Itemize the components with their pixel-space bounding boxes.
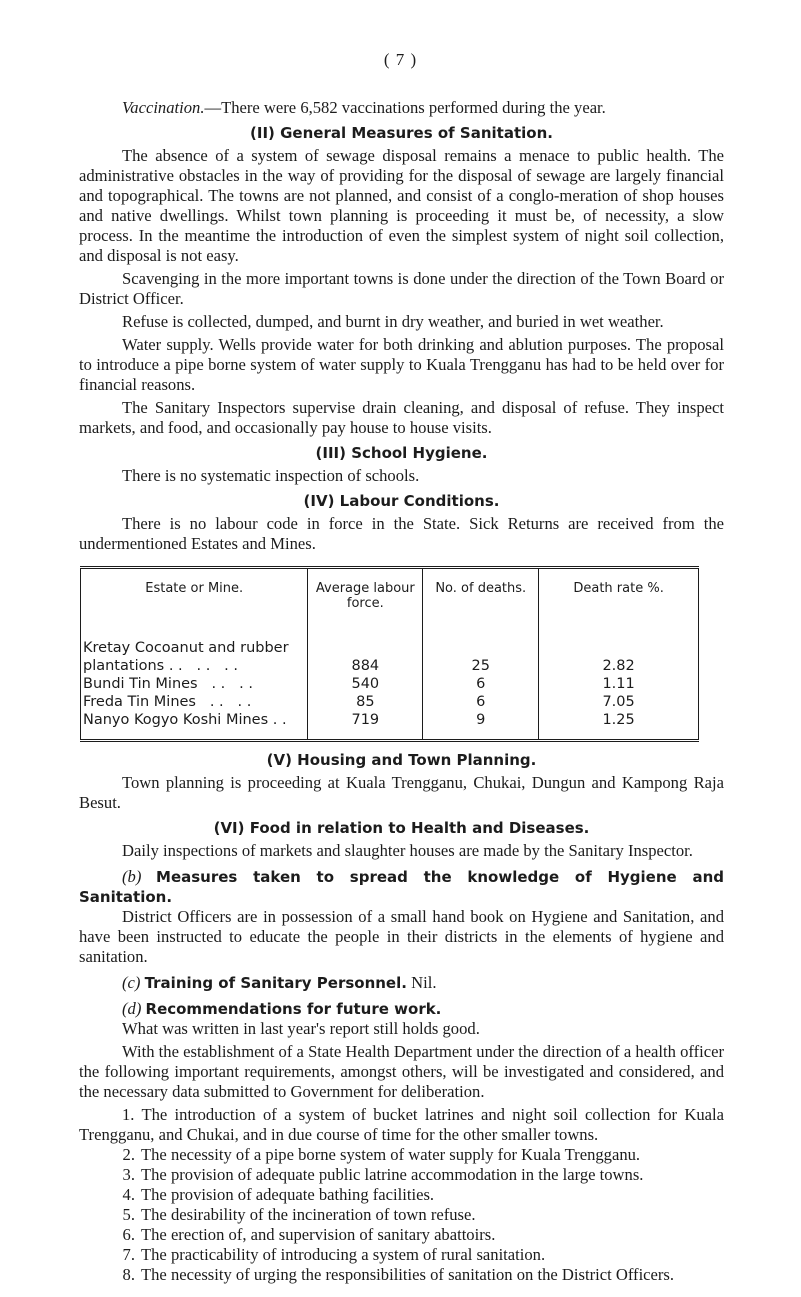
sanitation-paragraph-3: Refuse is collected, dumped, and burnt in dry weather, and buried in wet weather. (122, 312, 664, 331)
recommendation-item (79, 1225, 724, 1245)
recommendation-item (79, 1205, 724, 1225)
recommendation-item (79, 1265, 724, 1285)
row-labour-force: 884 (308, 639, 423, 675)
heading-labour-conditions: (IV) Labour Conditions. (303, 492, 500, 510)
table-row (81, 675, 699, 693)
item-text: The necessity of a pipe borne system of water supply for Kuala Trengganu. (141, 1145, 641, 1164)
header-estate: Estate or Mine. (81, 568, 308, 640)
table-row (81, 639, 699, 675)
vaccination-text: —There were 6,582 vaccinations performed during the year. (204, 98, 606, 117)
recommendations-label: (d) (122, 999, 142, 1018)
heading-training: Training of Sanitary Personnel. (144, 974, 407, 992)
header-death-rate: Death rate %. (573, 581, 664, 596)
recommendation-item (79, 1245, 724, 1265)
row-estate-name (81, 639, 308, 675)
recommendations-paragraph-2: With the establishment of a State Health Department under the direction of a health officer the following important requirements, amongst others, will be investigated and considered, and the necessary data submitted to Government for deliberation. (79, 1042, 724, 1101)
training-line (79, 973, 724, 993)
page-number: ( 7 ) (383, 50, 418, 69)
table-header-row (81, 568, 699, 640)
table-row (81, 693, 699, 711)
table-row (81, 711, 699, 741)
row-estate-name: Bundi Tin Mines . . . . (81, 675, 308, 693)
vaccination-paragraph (79, 98, 724, 118)
sick-returns-table (80, 566, 699, 742)
recommendation-item (79, 1145, 724, 1165)
recommendation-item-1-line1: 1. The introduction of a system of bucket latrines and night soil collection for (122, 1105, 678, 1124)
row-estate-name-line1: Kretay Cocoanut and rubber (83, 640, 289, 656)
recommendation-item-1-line2: Kuala Trengganu, and Chukai, and in due course of time for the other smaller towns. (79, 1105, 724, 1144)
row-death-rate: 2.82 (602, 658, 635, 674)
item-number: 7. (122, 1245, 135, 1264)
recommendations-heading-line (79, 999, 724, 1019)
heading-food: (VI) Food in relation to Health and Diseases. (213, 819, 590, 837)
item-number: 3. (122, 1165, 135, 1184)
heading-housing: (V) Housing and Town Planning. (266, 751, 537, 769)
item-number: 2. (122, 1145, 135, 1164)
school-paragraph: There is no systematic inspection of schools. (122, 466, 420, 485)
recommendation-item (79, 1185, 724, 1205)
recommendations-paragraph-1: What was written in last year's report still holds good. (122, 1019, 480, 1038)
recommendation-item (79, 1165, 724, 1185)
food-paragraph: Daily inspections of markets and slaughter houses are made by the Sanitary Inspector. (122, 841, 693, 860)
row-labour-force: 540 (308, 675, 423, 693)
item-text: The necessity of urging the responsibilities of sanitation on the District Officers. (141, 1265, 675, 1284)
header-labour-force: Average labour force. (308, 568, 423, 640)
item-text: The erection of, and supervision of sanitary abattoirs. (141, 1225, 496, 1244)
vaccination-label: Vaccination. (122, 98, 205, 117)
sanitation-paragraph-1: The absence of a system of sewage disposal remains a menace to public health. The administrative obstacles in the way of providing for the disposal of sewage are largely financial and topographical. The towns are not planned, and consist of a conglo-meration of shop houses and native dwellings. Whilst town planning is proceeding it must be, of necessity, a slow process. In the meantime the introduction of even the simplest system of night soil collection, and disposal is not easy. (79, 146, 724, 265)
row-deaths: 25 (423, 639, 539, 675)
sanitation-paragraph-2: Scavenging in the more important towns is done under the direction of the Town Board or District Officer. (79, 269, 724, 308)
header-deaths: No. of deaths. (423, 568, 539, 640)
row-estate-name: Freda Tin Mines . . . . (81, 693, 308, 711)
item-text: The practicability of introducing a system of rural sanitation. (141, 1245, 546, 1264)
item-text: The provision of adequate bathing facilities. (141, 1185, 435, 1204)
item-number: 8. (122, 1265, 135, 1284)
row-labour-force: 719 (308, 711, 423, 741)
housing-paragraph: Town planning is proceeding at Kuala Trengganu, Chukai, Dungun and Kampong Raja Besut. (79, 773, 724, 812)
row-death-rate: 7.05 (602, 694, 635, 710)
knowledge-label: (b) (122, 867, 142, 886)
heading-knowledge: Measures taken to spread the knowledge of Hygiene and Sanitation. (79, 868, 724, 906)
labour-paragraph: There is no labour code in force in the State. Sick Returns are received from the undermentioned Estates and Mines. (79, 514, 724, 553)
row-estate-name-line2: plantations . . . . . . (83, 658, 238, 674)
training-value: Nil. (411, 973, 437, 992)
row-estate-name: Nanyo Kogyo Koshi Mines . . (81, 711, 308, 741)
heading-recommendations: Recommendations for future work. (145, 1000, 442, 1018)
heading-sanitation: (II) General Measures of Sanitation. (250, 124, 553, 142)
row-deaths: 6 (423, 693, 539, 711)
item-text: The provision of adequate public latrine accommodation in the large towns. (141, 1165, 644, 1184)
row-death-rate: 1.11 (602, 676, 635, 692)
row-death-rate: 1.25 (602, 712, 635, 728)
row-deaths: 6 (423, 675, 539, 693)
item-number: 4. (122, 1185, 135, 1204)
sick-returns-table-wrap (80, 566, 699, 742)
sanitation-paragraph-5: The Sanitary Inspectors supervise drain cleaning, and disposal of refuse. They inspect markets, and food, and occasionally pay house to house visits. (79, 398, 724, 437)
row-labour-force: 85 (308, 693, 423, 711)
sanitation-paragraph-4: Water supply. Wells provide water for both drinking and ablution purposes. The proposal to introduce a pipe borne system of water supply to Kuala Trengganu has had to be held over for financial reasons. (79, 335, 724, 394)
item-number: 5. (122, 1205, 135, 1224)
knowledge-paragraph: District Officers are in possession of a small hand book on Hygiene and Sanitation, and have been instructed to educate the people in their districts in the elements of hygiene and sanitation. (79, 907, 724, 966)
knowledge-heading-line (79, 867, 724, 907)
recommendation-item-1 (79, 1105, 724, 1145)
item-text: The desirability of the incineration of town refuse. (141, 1205, 476, 1224)
item-number: 6. (122, 1225, 135, 1244)
heading-school-hygiene: (III) School Hygiene. (315, 444, 488, 462)
row-deaths: 9 (423, 711, 539, 741)
training-label: (c) (122, 973, 141, 992)
page-content (79, 98, 724, 1285)
